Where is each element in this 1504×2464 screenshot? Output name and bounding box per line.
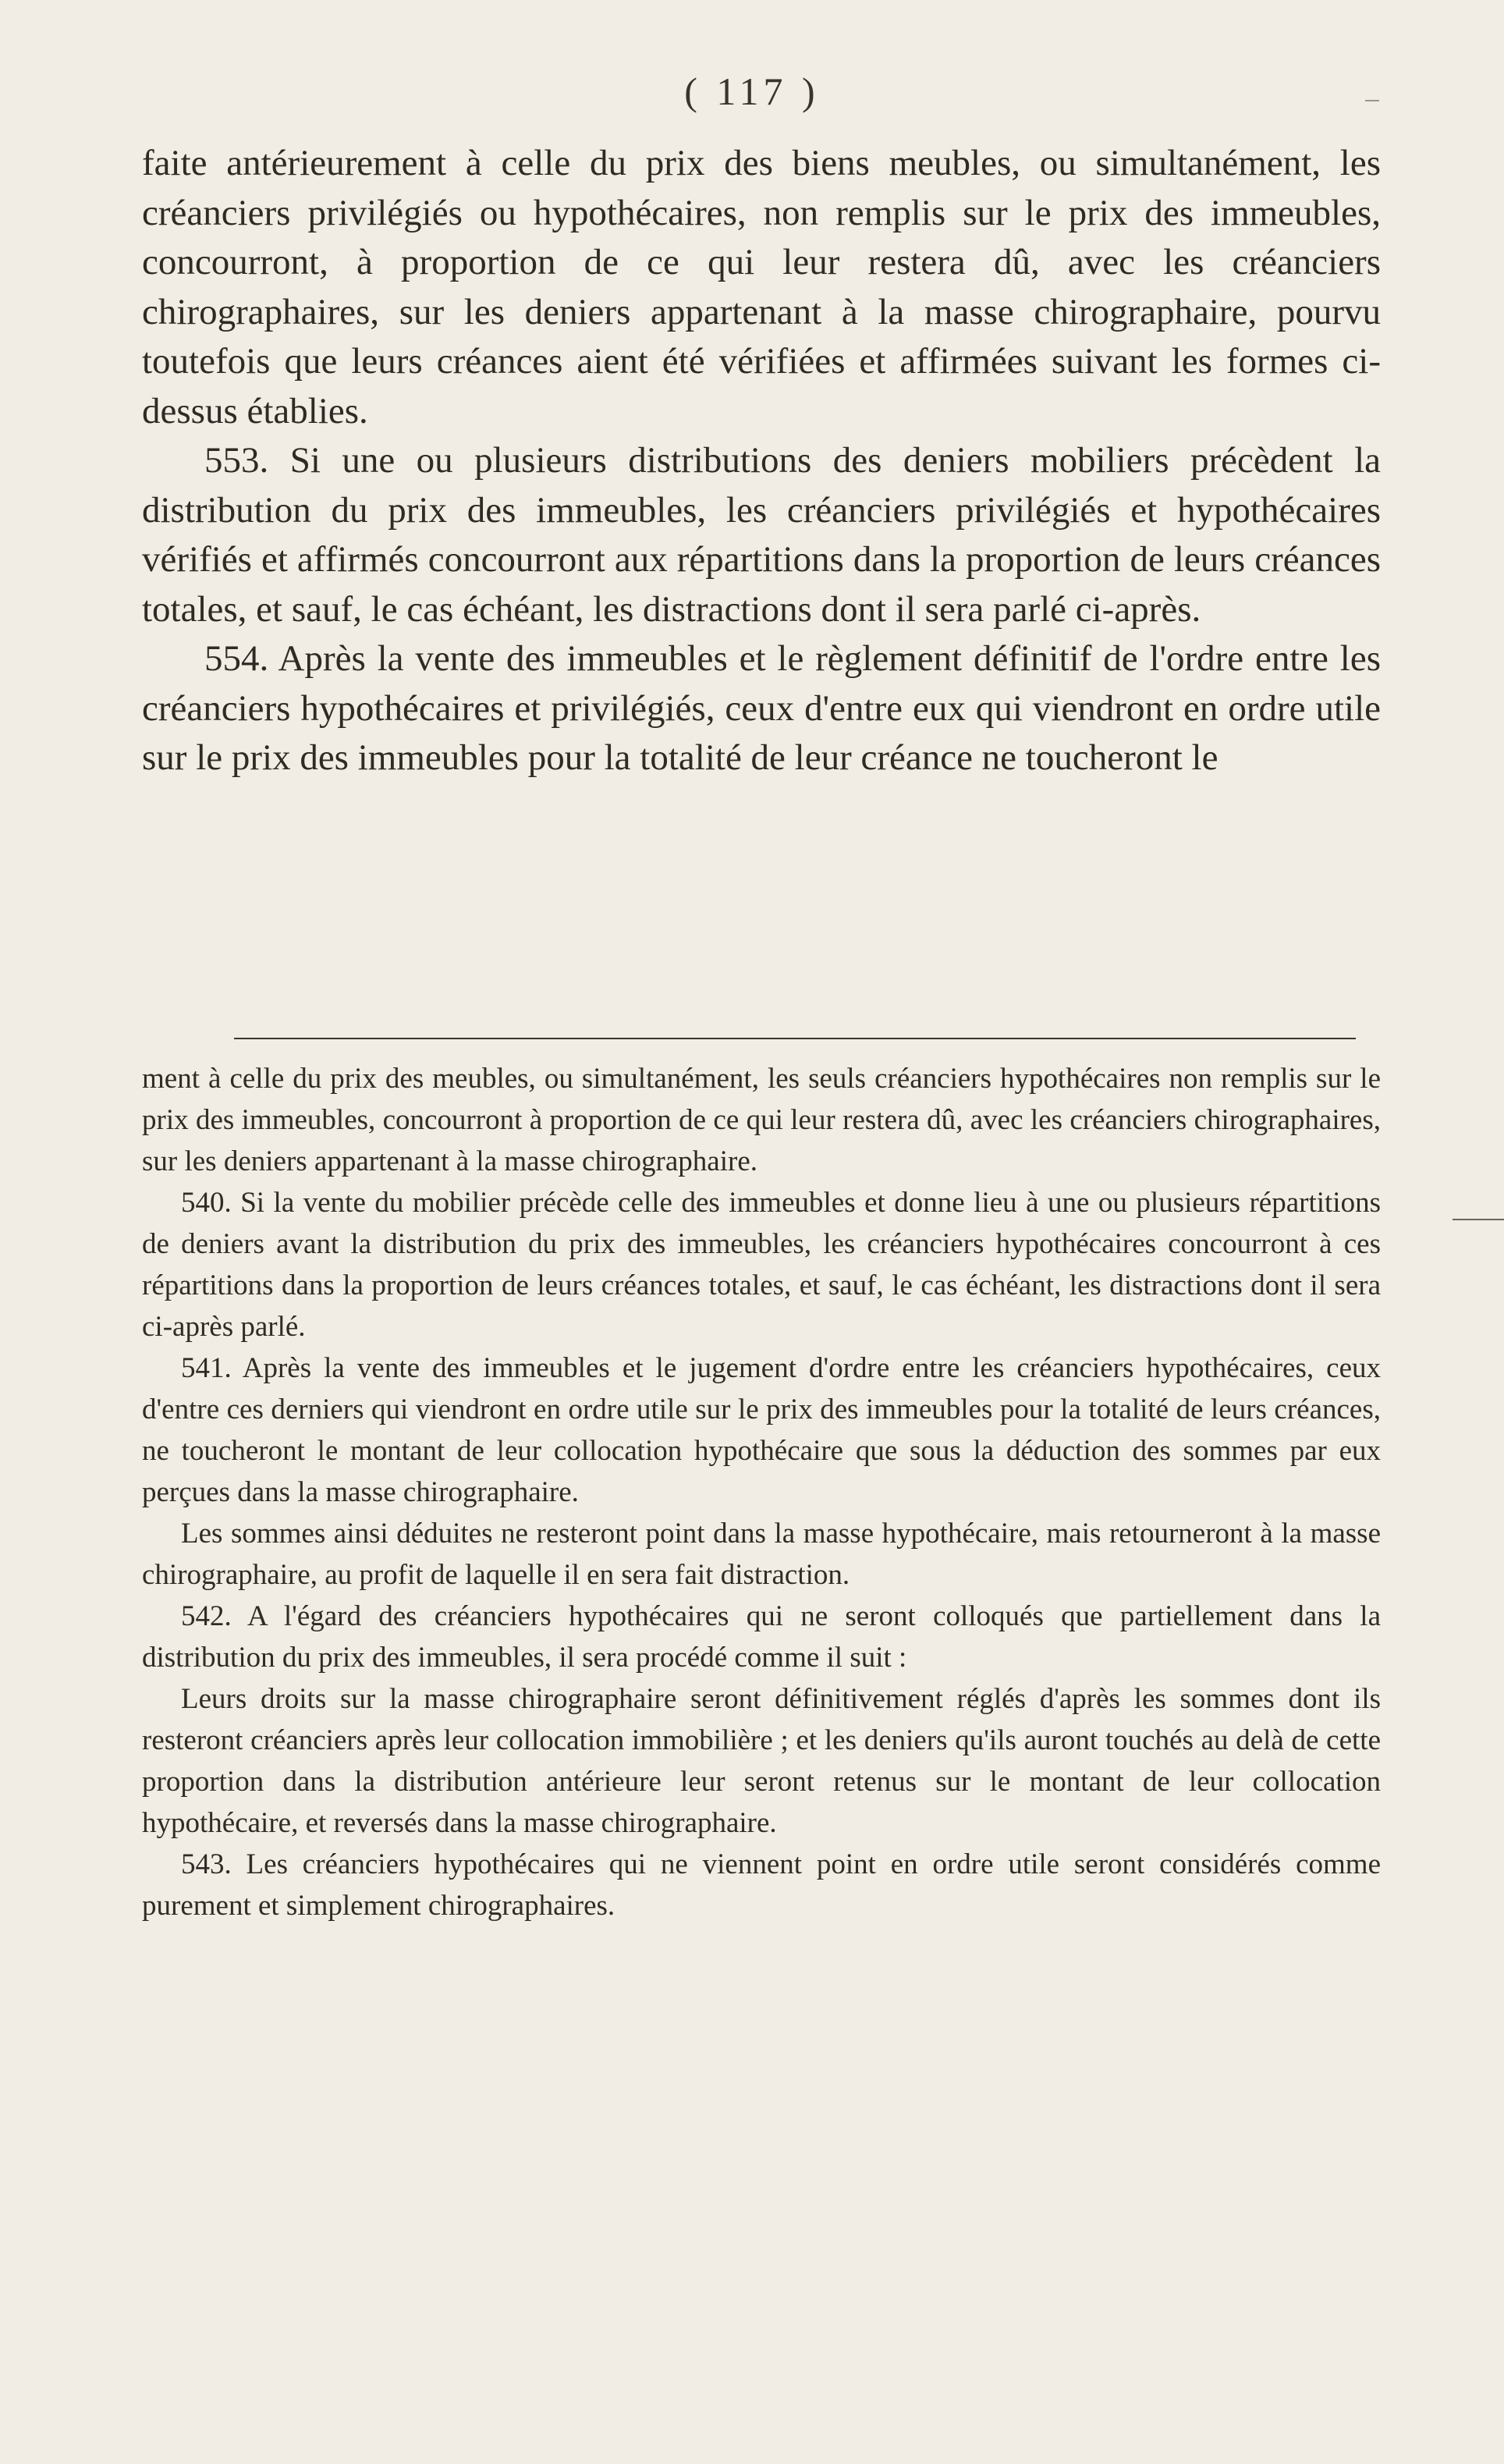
footnote-article-543: 543. Les créanciers hypothécaires qui ne viennent point en ordre utile seront considérés comme purement et simplement chirographaires. bbox=[142, 1848, 1381, 1922]
page-number: ( 117 ) bbox=[684, 69, 820, 113]
footnote-paragraph: ment à celle du prix des meubles, ou simultanément, les seuls créanciers hypothécaires non remplis sur le prix des immeubles, concourront à proportion de ce qui leur restera dû, avec les créanciers chirographaires, sur les deniers appartenant à la masse chirographaire. bbox=[142, 1063, 1381, 1177]
footnote-article-541: 541. Après la vente des immeubles et le jugement d'ordre entre les créanciers hypothécaires, ceux d'entre ces derniers qui viendront en ordre utile sur le prix des immeubles pour la totalité de leurs créances, ne toucheront le montant de leur collocation hypothécaire que sous la déduction des sommes par eux perçues dans la masse chirographaire. bbox=[142, 1352, 1381, 1508]
footnote-article-540: 540. Si la vente du mobilier précède celle des immeubles et donne lieu à une ou plusieurs répartitions de deniers avant la distribution du prix des immeubles, les créanciers hypothécaires concourront à ces répartitions dans la proportion de leurs créances totales, et sauf, le cas échéant, les distractions dont il sera ci-après parlé. bbox=[142, 1187, 1381, 1343]
footnote-paragraph: Leurs droits sur la masse chirographaire seront définitivement réglés d'après les sommes dont ils resteront créanciers après leur collocation immobilière ; et les deniers qu'ils auront touchés au delà de cette proportion dans la distribution antérieure leur seront retenus sur le montant de leur collocation hypothécaire, et reversés dans la masse chirographaire. bbox=[142, 1683, 1381, 1839]
article-553-paragraph: 553. Si une ou plusieurs distributions des deniers mobiliers précèdent la distribution du prix des immeubles, les créanciers privilégiés et hypothécaires vérifiés et affirmés concourront aux répartitions dans la proportion de leurs créances totales, et sauf, le cas échéant, les distractions dont il sera parlé ci-après. bbox=[142, 440, 1381, 630]
article-554-paragraph: 554. Après la vente des immeubles et le règlement définitif de l'ordre entre les créanciers hypothécaires et privilégiés, ceux d'entre eux qui viendront en ordre utile sur le prix des immeubles pour la totalité de leur créance ne toucheront le bbox=[142, 638, 1381, 778]
footnote-article-542: 542. A l'égard des créanciers hypothécaires qui ne seront colloqués que partiellement dans la distribution du prix des immeubles, il sera procédé comme il suit : bbox=[142, 1600, 1381, 1674]
footnote-divider bbox=[234, 1038, 1356, 1039]
margin-mark bbox=[1453, 1219, 1504, 1220]
footnote-paragraph: Les sommes ainsi déduites ne resteront point dans la masse hypothécaire, mais retourneront à la masse chirographaire, au profit de laquelle il en sera fait distraction. bbox=[142, 1518, 1381, 1591]
main-paragraph: faite antérieurement à celle du prix des biens meubles, ou simultanément, les créanciers privilégiés ou hypothécaires, non remplis sur le prix des immeubles, concourront, à proportion de ce qui leur restera dû, avec les créanciers chirographaires, sur les deniers appartenant à la masse chirographaire, pourvu toutefois que leurs créances aient été vérifiées et affirmées suivant les formes ci-dessus établies. bbox=[142, 143, 1381, 431]
corner-mark bbox=[1365, 100, 1379, 101]
main-text-block bbox=[142, 139, 1381, 783]
footnote-block bbox=[142, 1058, 1381, 1926]
